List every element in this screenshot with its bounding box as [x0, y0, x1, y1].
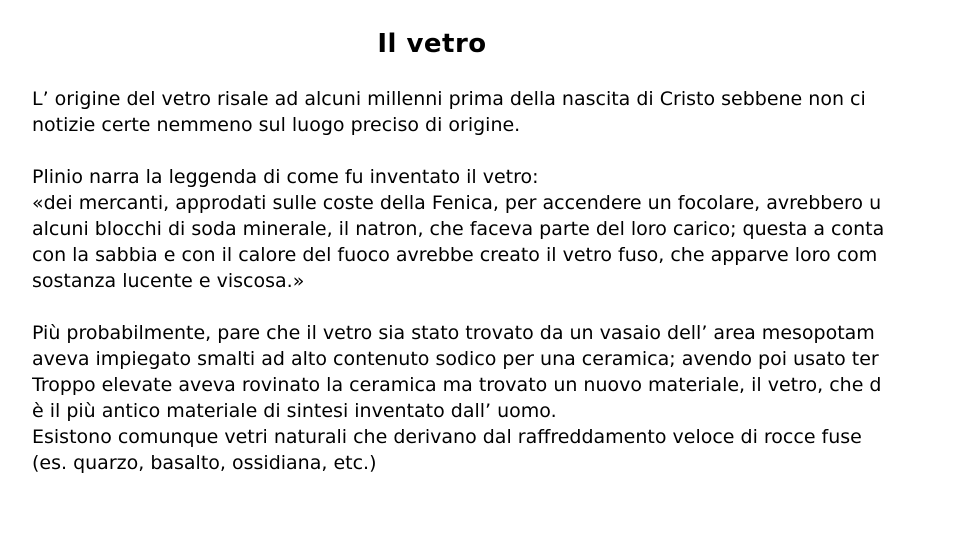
text-line: Più probabilmente, pare che il vetro sia stato trovato da un vasaio dell’ area mesopotam: [32, 322, 875, 344]
text-line: Troppo elevate aveva rovinato la ceramica ma trovato un nuovo materiale, il vetro, che d: [32, 374, 882, 396]
paragraph-probabilmente: [32, 320, 960, 476]
text-line: aveva impiegato smalti ad alto contenuto sodico per una ceramica; avendo poi usato ter: [32, 348, 879, 370]
text-line: Plinio narra la leggenda di come fu inventato il vetro:: [32, 166, 539, 188]
paragraph-plinio: [32, 164, 960, 294]
paragraph-origin: [32, 86, 960, 138]
text-line: con la sabbia e con il calore del fuoco avrebbe creato il vetro fuso, che apparve loro com: [32, 244, 878, 266]
text-line: «dei mercanti, approdati sulle coste della Fenica, per accendere un focolare, avrebbero u: [32, 192, 882, 214]
body-text: [32, 86, 960, 476]
text-line: è il più antico materiale di sintesi inventato dall’ uomo.: [32, 400, 557, 422]
text-line: alcuni blocchi di soda minerale, il natron, che faceva parte del loro carico; questa a conta: [32, 218, 885, 240]
page-title: Il vetro: [377, 29, 487, 59]
text-line: (es. quarzo, basalto, ossidiana, etc.): [32, 452, 377, 474]
text-line: sostanza lucente e viscosa.»: [32, 270, 305, 292]
text-line: L’ origine del vetro risale ad alcuni millenni prima della nascita di Cristo sebbene non ci: [32, 88, 866, 110]
text-line: Esistono comunque vetri naturali che derivano dal raffreddamento veloce di rocce fuse: [32, 426, 862, 448]
text-line: notizie certe nemmeno sul luogo preciso di origine.: [32, 114, 521, 136]
